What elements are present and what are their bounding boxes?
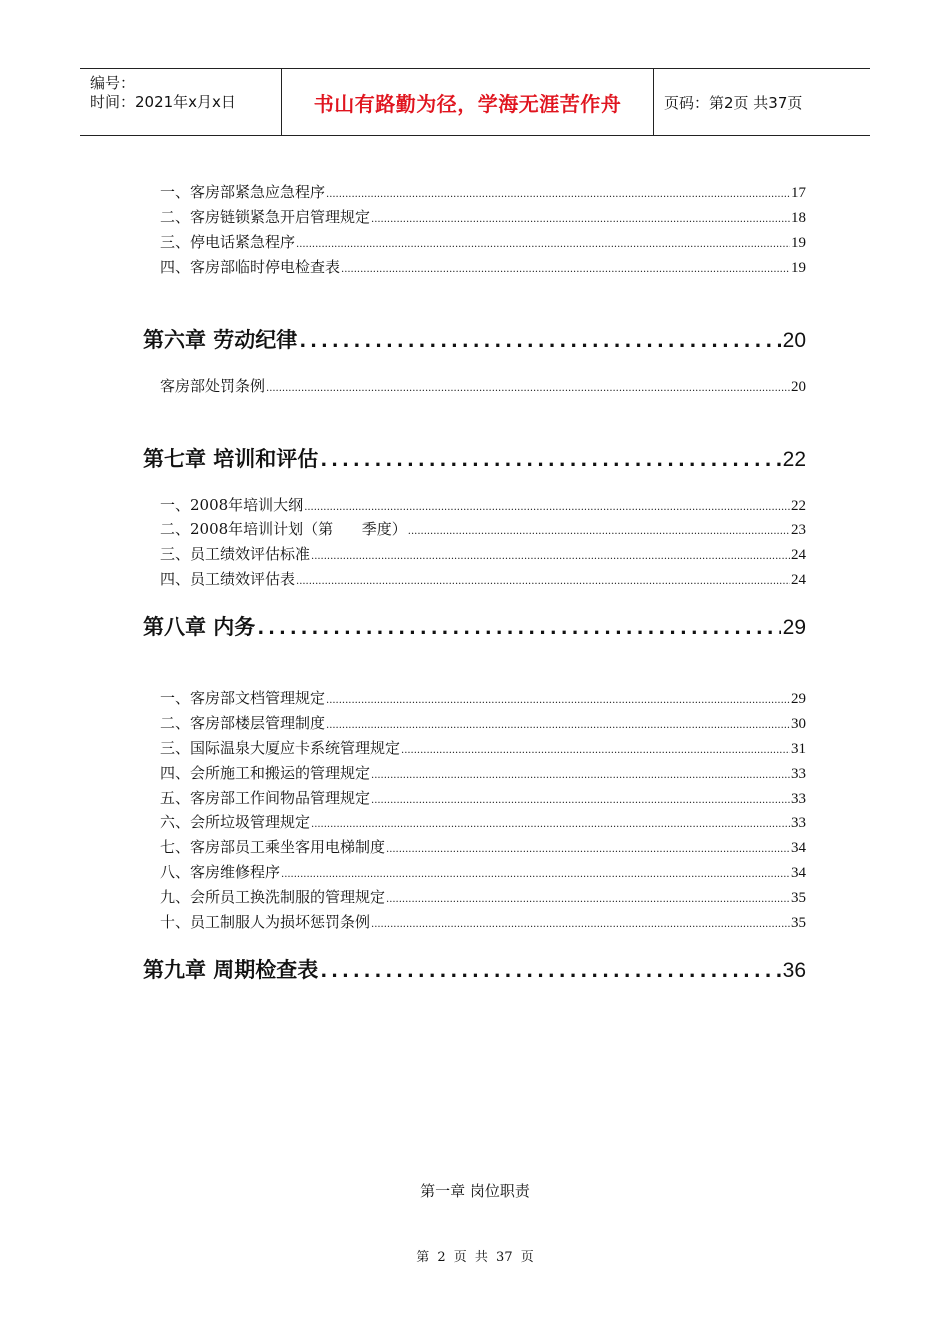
toc-entry-page: 33 bbox=[791, 815, 806, 831]
toc-chapter-6[interactable] bbox=[143, 325, 806, 355]
toc-leader-dots bbox=[386, 839, 790, 861]
toc-leader-dots bbox=[371, 914, 790, 936]
toc-leader-dots bbox=[320, 446, 780, 476]
page-footer: 第 2 页 共 37 页 bbox=[416, 1250, 534, 1265]
toc-entry-title: 三、停电话紧急程序 bbox=[160, 233, 296, 251]
toc-entry[interactable] bbox=[160, 518, 806, 540]
toc-entry[interactable] bbox=[160, 181, 806, 203]
toc-entry[interactable] bbox=[160, 787, 806, 809]
toc-entry[interactable] bbox=[160, 206, 806, 228]
toc-chapter-page: 22 bbox=[782, 448, 806, 471]
toc-entry[interactable] bbox=[160, 861, 806, 883]
toc-entry-page: 20 bbox=[791, 379, 806, 395]
toc-entry-title: 二、客房链锁紧急开启管理规定 bbox=[160, 208, 371, 226]
toc-leader-dots bbox=[320, 957, 780, 987]
toc-leader-dots bbox=[299, 327, 780, 357]
toc-entry-title: 四、会所施工和搬运的管理规定 bbox=[160, 764, 371, 782]
toc-chapter-page: 36 bbox=[782, 959, 806, 982]
toc-entry-page: 33 bbox=[791, 791, 806, 807]
toc-entry-page: 19 bbox=[791, 260, 806, 276]
toc-leader-dots bbox=[326, 715, 790, 737]
toc-entry-title: 三、国际温泉大厦应卡系统管理规定 bbox=[160, 739, 401, 757]
toc-entry-page: 34 bbox=[791, 865, 806, 881]
toc-entry-page: 24 bbox=[791, 572, 806, 588]
toc-leader-dots bbox=[304, 497, 790, 519]
toc-chapter-title: 第八章 内务 bbox=[143, 615, 256, 639]
toc-leader-dots bbox=[281, 864, 790, 886]
toc-leader-dots bbox=[401, 740, 790, 762]
toc-entry-title: 客房部处罚条例 bbox=[160, 377, 266, 395]
toc-leader-dots bbox=[266, 378, 790, 400]
toc-leader-dots bbox=[326, 690, 790, 712]
toc-entry[interactable] bbox=[160, 886, 806, 908]
toc-chapter-9[interactable] bbox=[143, 955, 806, 985]
toc-entry-page: 19 bbox=[791, 235, 806, 251]
toc-entry[interactable] bbox=[160, 568, 806, 590]
section-heading: 第一章 岗位职责 bbox=[420, 1182, 530, 1200]
toc-chapter-title: 第九章 周期检查表 bbox=[143, 958, 319, 982]
toc-leader-dots bbox=[341, 259, 790, 281]
toc-entry-title: 六、会所垃圾管理规定 bbox=[160, 813, 311, 831]
toc-entry-title: 七、客房部员工乘坐客用电梯制度 bbox=[160, 838, 386, 856]
toc-entry-title: 一、客房部紧急应急程序 bbox=[160, 183, 326, 201]
toc-entry-title: 九、会所员工换洗制服的管理规定 bbox=[160, 888, 386, 906]
toc-entry-page: 23 bbox=[791, 522, 806, 538]
toc-leader-dots bbox=[311, 546, 790, 568]
toc-entry[interactable] bbox=[160, 256, 806, 278]
toc-leader-dots bbox=[386, 889, 790, 911]
toc-entry-title: 四、员工绩效评估表 bbox=[160, 570, 296, 588]
toc-entry-title: 一、客房部文档管理规定 bbox=[160, 689, 326, 707]
toc-leader-dots bbox=[326, 184, 790, 206]
toc-leader-dots bbox=[371, 209, 790, 231]
toc-entry-page: 31 bbox=[791, 741, 806, 757]
header-motto: 书山有路勤为径，学海无涯苦作舟 bbox=[282, 69, 654, 135]
toc-chapter-8[interactable] bbox=[143, 612, 806, 642]
toc-chapter-title: 第七章 培训和评估 bbox=[143, 447, 319, 471]
header-page-info: 页码：第2页 共37页 bbox=[664, 93, 803, 112]
toc-leader-dots bbox=[371, 790, 790, 812]
toc-entry-title: 三、员工绩效评估标准 bbox=[160, 545, 311, 563]
toc-leader-dots bbox=[408, 521, 790, 543]
document-number-label: 编号： bbox=[90, 74, 136, 92]
toc-entry[interactable] bbox=[160, 687, 806, 709]
toc-entry-page: 29 bbox=[791, 691, 806, 707]
toc-entry-page: 18 bbox=[791, 210, 806, 226]
toc-entry-page: 22 bbox=[791, 498, 806, 514]
toc-entry[interactable] bbox=[160, 543, 806, 565]
toc-entry-title: 十、员工制服人为损坏惩罚条例 bbox=[160, 913, 371, 931]
toc-chapter-page: 20 bbox=[782, 329, 806, 352]
toc-leader-dots bbox=[296, 234, 790, 256]
toc-entry[interactable] bbox=[160, 231, 806, 253]
toc-entry[interactable] bbox=[160, 811, 806, 833]
toc-entry[interactable] bbox=[160, 911, 806, 933]
toc-entry[interactable] bbox=[160, 737, 806, 759]
toc-entry-page: 35 bbox=[791, 890, 806, 906]
toc-entry[interactable] bbox=[160, 836, 806, 858]
document-time-label: 时间：2021年x月x日 bbox=[90, 93, 236, 111]
toc-leader-dots bbox=[257, 614, 780, 644]
toc-entry[interactable] bbox=[160, 712, 806, 734]
toc-entry-title: 八、客房维修程序 bbox=[160, 863, 281, 881]
toc-leader-dots bbox=[371, 765, 790, 787]
toc-entry-page: 33 bbox=[791, 766, 806, 782]
toc-entry-page: 24 bbox=[791, 547, 806, 563]
page-header bbox=[80, 68, 870, 136]
toc-entry-title: 一、2008年培训大纲 bbox=[160, 496, 304, 514]
toc-entry-title: 四、客房部临时停电检查表 bbox=[160, 258, 341, 276]
toc-entry-title: 五、客房部工作间物品管理规定 bbox=[160, 789, 371, 807]
toc-chapter-page: 29 bbox=[782, 616, 806, 639]
toc-entry-page: 17 bbox=[791, 185, 806, 201]
toc-entry[interactable] bbox=[160, 762, 806, 784]
toc-entry-title: 二、客房部楼层管理制度 bbox=[160, 714, 326, 732]
toc-leader-dots bbox=[296, 571, 790, 593]
toc-chapter-7[interactable] bbox=[143, 444, 806, 474]
toc-entry-page: 35 bbox=[791, 915, 806, 931]
toc-chapter-title: 第六章 劳动纪律 bbox=[143, 328, 298, 352]
header-left-cell bbox=[80, 69, 282, 135]
toc-entry-title: 二、2008年培训计划（第 季度） bbox=[160, 520, 407, 538]
toc-entry-page: 30 bbox=[791, 716, 806, 732]
toc-entry-page: 34 bbox=[791, 840, 806, 856]
toc-leader-dots bbox=[311, 814, 790, 836]
toc-entry[interactable] bbox=[160, 375, 806, 397]
toc-entry[interactable] bbox=[160, 494, 806, 516]
